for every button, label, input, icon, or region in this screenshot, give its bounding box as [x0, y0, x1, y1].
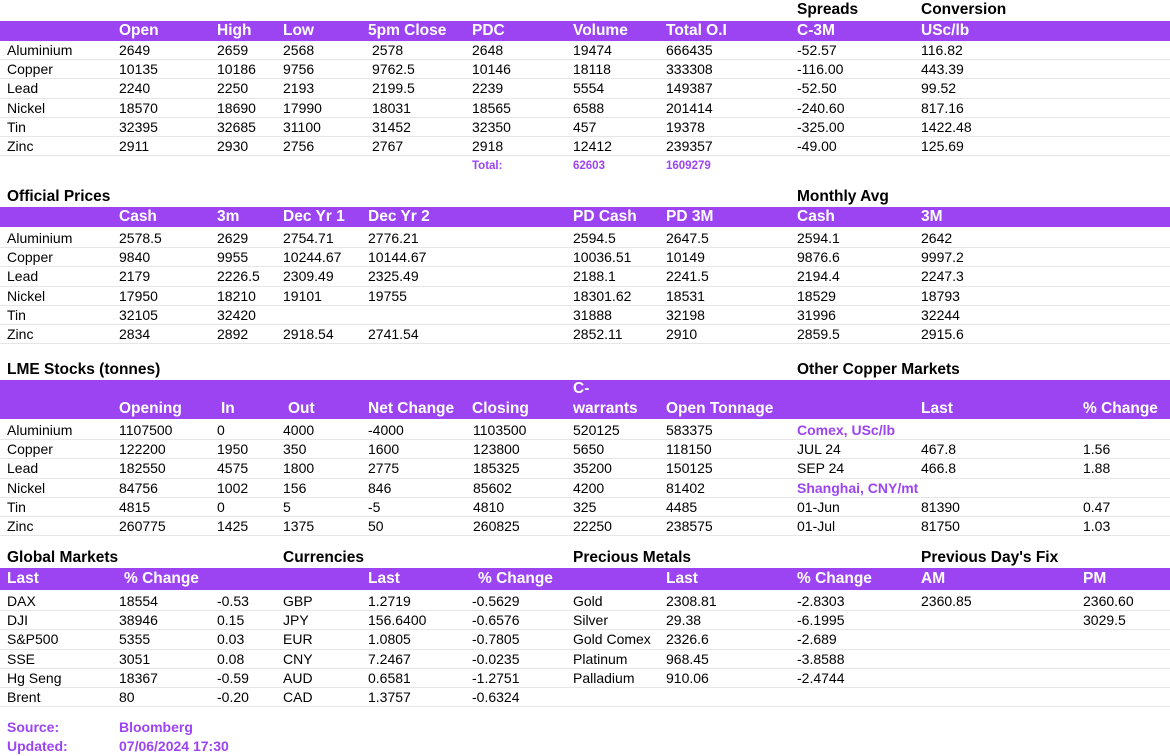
cell-closing: 1103500 — [473, 422, 527, 438]
cell-net-change: -4000 — [368, 422, 404, 438]
col-pd-3m: PD 3M — [666, 208, 714, 225]
cell-in: 1425 — [217, 518, 249, 534]
cell-total-oi: 201414 — [666, 99, 713, 116]
cell-usc-lb: 125.69 — [921, 138, 964, 154]
cell-last: 466.8 — [921, 460, 957, 477]
cell-close-5pm: 2578 — [372, 42, 404, 58]
cell-high: 2250 — [217, 80, 249, 97]
contract-label: 01-Jul — [797, 518, 836, 534]
col-closing: Closing — [472, 400, 529, 417]
col-currency-change: % Change — [478, 570, 553, 587]
cell-cash: 2578.5 — [119, 230, 162, 246]
cell-metal: Aluminium — [7, 42, 73, 58]
cell-total-oi: 19378 — [666, 118, 705, 135]
col-c-3m: C-3M — [797, 22, 835, 39]
cell-monthly-3m: 2247.3 — [921, 268, 964, 285]
col-fix-am: AM — [921, 570, 946, 587]
col-currency-last: Last — [368, 570, 400, 587]
cell-opening: 84756 — [119, 479, 158, 496]
bottom-header-bar — [0, 568, 1170, 590]
cell-dec-yr-2: 10144.67 — [368, 249, 427, 266]
cell-out: 156 — [283, 479, 307, 496]
cell-pd-3m: 2647.5 — [666, 230, 709, 246]
row-divider — [0, 706, 1170, 707]
cell-cash: 17950 — [119, 287, 158, 304]
source-label: Source: — [7, 719, 60, 735]
col-precious-last: Last — [666, 570, 698, 587]
cell-pd-3m: 10149 — [666, 249, 705, 266]
contract-label: JUL 24 — [797, 441, 841, 458]
total-oi: 1609279 — [666, 160, 711, 172]
fix-am: 2360.85 — [921, 593, 972, 609]
cell-open-tonnage: 238575 — [666, 518, 713, 534]
market-subheading: Shanghai, CNY/mt — [797, 479, 919, 496]
row-divider — [0, 343, 1170, 344]
cell-3m: 9955 — [217, 249, 249, 266]
precious-name: Silver — [573, 612, 609, 629]
updated-value: 07/06/2024 17:30 — [119, 738, 229, 754]
cell-total-oi: 333308 — [666, 61, 713, 78]
currency-change: -0.6324 — [472, 689, 520, 705]
col-high: High — [217, 22, 252, 39]
cell-monthly-3m: 32244 — [921, 306, 960, 323]
cell-dec-yr-1: 2918.54 — [283, 326, 334, 342]
col-pd-cash: PD Cash — [573, 208, 637, 225]
cell-monthly-cash: 18529 — [797, 287, 836, 304]
cell-metal: Aluminium — [7, 230, 73, 246]
cell-dec-yr-1: 2754.71 — [283, 230, 334, 246]
cell-c-warrants: 520125 — [573, 422, 620, 438]
cell-pd-cash: 2188.1 — [573, 268, 616, 285]
cell-metal: Nickel — [7, 99, 46, 116]
index-change: -0.59 — [217, 669, 249, 686]
cell-monthly-3m: 2642 — [921, 230, 953, 246]
cell-pct-change: 1.88 — [1083, 460, 1111, 477]
cell-open: 32395 — [119, 118, 158, 135]
col-monthly-cash: Cash — [797, 208, 835, 225]
updated-label: Updated: — [7, 738, 68, 754]
cell-low: 9756 — [283, 61, 315, 78]
cell-open-tonnage: 81402 — [666, 479, 705, 496]
cell-3m: 2629 — [217, 230, 249, 246]
col-opening: Opening — [119, 400, 182, 417]
cell-close-5pm: 9762.5 — [372, 61, 415, 78]
cell-total-oi: 239357 — [666, 138, 713, 154]
col-c-warrants-2: warrants — [573, 400, 638, 417]
stocks-header-bar — [0, 380, 1170, 419]
cell-metal: Lead — [7, 80, 39, 97]
cell-volume: 12412 — [573, 138, 612, 154]
cell-in: 0 — [217, 422, 225, 438]
cell-cash: 32105 — [119, 306, 158, 323]
cell-open: 2649 — [119, 42, 151, 58]
cell-volume: 18118 — [573, 61, 611, 78]
fix-pm: 2360.60 — [1083, 593, 1134, 609]
index-last: 3051 — [119, 650, 151, 667]
index-last: 80 — [119, 689, 135, 705]
col-pdc: PDC — [472, 22, 505, 39]
col-global-change: % Change — [124, 570, 199, 587]
cell-high: 2930 — [217, 138, 249, 154]
cell-close-5pm: 2199.5 — [372, 80, 415, 97]
index-change: 0.08 — [217, 650, 245, 667]
spreads-title: Spreads — [797, 1, 859, 18]
cell-pdc: 2918 — [472, 138, 504, 154]
cell-pd-3m: 32198 — [666, 306, 705, 323]
cell-out: 5 — [283, 498, 291, 515]
cell-c-warrants: 325 — [573, 498, 597, 515]
col-volume: Volume — [573, 22, 628, 39]
precious-name: Gold — [573, 593, 603, 609]
cell-low: 17990 — [283, 99, 322, 116]
row-divider — [0, 535, 1170, 536]
cell-usc-lb: 817.16 — [921, 99, 964, 116]
cell-3m: 2226.5 — [217, 268, 260, 285]
cell-pdc: 10146 — [472, 61, 511, 78]
lme-stocks-title: LME Stocks (tonnes) — [7, 361, 161, 378]
cell-open: 10135 — [119, 61, 158, 78]
cell-c-3m: -52.50 — [797, 80, 837, 97]
cell-opening: 182550 — [119, 460, 166, 477]
cell-monthly-cash: 2594.1 — [797, 230, 840, 246]
cell-c-3m: -52.57 — [797, 42, 837, 58]
cell-close-5pm: 18031 — [372, 99, 411, 116]
cell-open-tonnage: 4485 — [666, 498, 698, 515]
col-net-change: Net Change — [368, 400, 455, 417]
cell-closing: 4810 — [473, 498, 505, 515]
cell-pdc: 2648 — [472, 42, 504, 58]
cell-metal: Nickel — [7, 479, 46, 496]
cell-metal: Tin — [7, 306, 26, 323]
currency-last: 7.2467 — [368, 650, 411, 667]
total-volume: 62603 — [573, 160, 605, 172]
index-change: 0.15 — [217, 612, 245, 629]
cell-low: 31100 — [283, 118, 321, 135]
cell-total-oi: 666435 — [666, 42, 713, 58]
currency-code: EUR — [283, 631, 313, 648]
cell-dec-yr-2: 2325.49 — [368, 268, 419, 285]
cell-pct-change: 1.56 — [1083, 441, 1111, 458]
index-name: Brent — [7, 689, 41, 705]
cell-in: 4575 — [217, 460, 249, 477]
cell-cash: 9840 — [119, 249, 151, 266]
cell-closing: 123800 — [473, 441, 520, 458]
col-out: Out — [288, 400, 315, 417]
currency-last: 1.0805 — [368, 631, 411, 648]
col-in: In — [221, 400, 235, 417]
col-3m: 3m — [217, 208, 240, 225]
cell-c-3m: -325.00 — [797, 118, 845, 135]
other-copper-title: Other Copper Markets — [797, 361, 960, 378]
cell-usc-lb: 443.39 — [921, 61, 964, 78]
currency-change: -1.2751 — [472, 669, 520, 686]
cell-pd-cash: 18301.62 — [573, 287, 632, 304]
cell-metal: Copper — [7, 249, 53, 266]
precious-last: 910.06 — [666, 669, 709, 686]
contract-label: 01-Jun — [797, 498, 840, 515]
cell-monthly-cash: 31996 — [797, 306, 836, 323]
currency-code: JPY — [283, 612, 309, 629]
cell-metal: Zinc — [7, 326, 34, 342]
cell-open-tonnage: 118150 — [666, 441, 712, 458]
cell-cash: 2834 — [119, 326, 151, 342]
index-change: -0.53 — [217, 593, 249, 609]
cell-c-warrants: 5650 — [573, 441, 605, 458]
cell-metal: Copper — [7, 441, 53, 458]
currency-change: -0.5629 — [472, 593, 520, 609]
precious-change: -2.8303 — [797, 593, 845, 609]
cell-dec-yr-1: 10244.67 — [283, 249, 342, 266]
precious-last: 29.38 — [666, 612, 702, 629]
cell-in: 1950 — [217, 441, 249, 458]
cell-last: 81390 — [921, 498, 960, 515]
col-dec-yr-1: Dec Yr 1 — [283, 208, 345, 225]
cell-high: 2659 — [217, 42, 249, 58]
prev-fix-title: Previous Day's Fix — [921, 549, 1059, 566]
cell-3m: 2892 — [217, 326, 249, 342]
currency-code: CNY — [283, 650, 313, 667]
cell-volume: 19474 — [573, 42, 612, 58]
col-global-last: Last — [7, 570, 39, 587]
currency-change: -0.0235 — [472, 650, 520, 667]
market-subheading: Comex, USc/lb — [797, 422, 896, 438]
col-c-warrants-1: C- — [573, 380, 590, 397]
precious-name: Palladium — [573, 669, 635, 686]
cell-opening: 1107500 — [119, 422, 173, 438]
cell-monthly-3m: 2915.6 — [921, 326, 964, 342]
index-last: 38946 — [119, 612, 158, 629]
index-name: DAX — [7, 593, 36, 609]
cell-dec-yr-2: 19755 — [368, 287, 407, 304]
cell-pd-3m: 2910 — [666, 326, 698, 342]
cell-pct-change: 0.47 — [1083, 498, 1111, 515]
cell-net-change: 2775 — [368, 460, 400, 477]
cell-c-3m: -240.60 — [797, 99, 845, 116]
cell-cash: 2179 — [119, 268, 151, 285]
col-monthly-3m: 3M — [921, 208, 943, 225]
cell-monthly-3m: 9997.2 — [921, 249, 964, 266]
cell-low: 2193 — [283, 80, 315, 97]
cell-volume: 457 — [573, 118, 597, 135]
currency-last: 1.3757 — [368, 689, 411, 705]
cell-last: 81750 — [921, 518, 960, 534]
col-precious-change: % Change — [797, 570, 872, 587]
cell-in: 1002 — [217, 479, 249, 496]
cell-usc-lb: 116.82 — [921, 42, 963, 58]
currency-code: AUD — [283, 669, 313, 686]
cell-c-warrants: 35200 — [573, 460, 612, 477]
cell-closing: 185325 — [473, 460, 520, 477]
cell-metal: Lead — [7, 268, 39, 285]
cell-low: 2568 — [283, 42, 315, 58]
col-dec-yr-2: Dec Yr 2 — [368, 208, 430, 225]
precious-name: Platinum — [573, 650, 628, 667]
cell-metal: Copper — [7, 61, 53, 78]
col-5pm-close: 5pm Close — [368, 22, 447, 39]
cell-out: 350 — [283, 441, 307, 458]
cell-high: 18690 — [217, 99, 256, 116]
cell-total-oi: 149387 — [666, 80, 713, 97]
cell-c-warrants: 4200 — [573, 479, 605, 496]
cell-pdc: 2239 — [472, 80, 504, 97]
cell-dec-yr-2: 2741.54 — [368, 326, 419, 342]
cell-dec-yr-2: 2776.21 — [368, 230, 419, 246]
cell-pd-cash: 2852.11 — [573, 326, 623, 342]
col-open-tonnage: Open Tonnage — [666, 400, 774, 417]
col-cash: Cash — [119, 208, 157, 225]
cell-3m: 18210 — [217, 287, 256, 304]
cell-metal: Lead — [7, 460, 39, 477]
cell-in: 0 — [217, 498, 225, 515]
cell-opening: 122200 — [119, 441, 166, 458]
cell-open: 2911 — [119, 138, 150, 154]
precious-change: -3.8588 — [797, 650, 845, 667]
cell-open-tonnage: 583375 — [666, 422, 713, 438]
precious-last: 968.45 — [666, 650, 709, 667]
cell-open: 18570 — [119, 99, 158, 116]
precious-metals-title: Precious Metals — [573, 549, 692, 566]
cell-high: 10186 — [217, 61, 256, 78]
cell-pdc: 18565 — [472, 99, 511, 116]
cell-metal: Aluminium — [7, 422, 73, 438]
cell-pct-change: 1.03 — [1083, 518, 1111, 534]
col-fix-pm: PM — [1083, 570, 1107, 587]
col-total-oi: Total O.I — [666, 22, 727, 39]
cell-volume: 5554 — [573, 80, 605, 97]
index-name: DJI — [7, 612, 28, 629]
currency-code: CAD — [283, 689, 313, 705]
source-value: Bloomberg — [119, 719, 193, 735]
index-name: SSE — [7, 650, 36, 667]
official-prices-title: Official Prices — [7, 188, 111, 205]
precious-change: -6.1995 — [797, 612, 845, 629]
cell-closing: 260825 — [473, 518, 520, 534]
index-name: S&P500 — [7, 631, 59, 648]
precious-name: Gold Comex — [573, 631, 651, 648]
currency-change: -0.7805 — [472, 631, 520, 648]
cell-high: 32685 — [217, 118, 256, 135]
currency-change: -0.6576 — [472, 612, 520, 629]
cell-out: 1375 — [283, 518, 315, 534]
total-label: Total: — [472, 160, 503, 172]
fix-pm: 3029.5 — [1083, 612, 1126, 629]
currencies-title: Currencies — [283, 549, 364, 566]
cell-dec-yr-1: 19101 — [283, 287, 322, 304]
precious-change: -2.689 — [797, 631, 837, 648]
precious-last: 2308.81 — [666, 593, 717, 609]
cell-3m: 32420 — [217, 306, 256, 323]
official-header-bar — [0, 207, 1170, 227]
col-last: Last — [921, 400, 953, 417]
cell-net-change: 1600 — [368, 441, 400, 458]
cell-c-warrants: 22250 — [573, 518, 612, 534]
precious-change: -2.4744 — [797, 669, 845, 686]
cell-metal: Tin — [7, 118, 26, 135]
currency-last: 1.2719 — [368, 593, 411, 609]
currency-last: 0.6581 — [368, 669, 411, 686]
col-low: Low — [283, 22, 314, 39]
cell-out: 4000 — [283, 422, 315, 438]
cell-monthly-cash: 2859.5 — [797, 326, 840, 342]
currency-code: GBP — [283, 593, 313, 609]
precious-last: 2326.6 — [666, 631, 709, 648]
cell-dec-yr-1: 2309.49 — [283, 268, 334, 285]
cell-opening: 4815 — [119, 498, 151, 515]
cell-net-change: 846 — [368, 479, 392, 496]
cell-pd-3m: 2241.5 — [666, 268, 709, 285]
cell-monthly-cash: 2194.4 — [797, 268, 840, 285]
cell-metal: Nickel — [7, 287, 46, 304]
cell-monthly-cash: 9876.6 — [797, 249, 840, 266]
contract-label: SEP 24 — [797, 460, 845, 477]
cell-usc-lb: 1422.48 — [921, 118, 972, 135]
cell-volume: 6588 — [573, 99, 605, 116]
cell-c-3m: -49.00 — [797, 138, 837, 154]
cell-pdc: 32350 — [472, 118, 511, 135]
cell-net-change: -5 — [368, 498, 381, 515]
cell-metal: Zinc — [7, 518, 34, 534]
cell-out: 1800 — [283, 460, 315, 477]
cell-open-tonnage: 150125 — [666, 460, 713, 477]
cell-usc-lb: 99.52 — [921, 80, 957, 97]
index-change: 0.03 — [217, 631, 245, 648]
cell-closing: 85602 — [473, 479, 512, 496]
cell-metal: Zinc — [7, 138, 34, 154]
cell-low: 2756 — [283, 138, 315, 154]
col-usc-lb: USc/lb — [921, 22, 970, 39]
monthly-avg-title: Monthly Avg — [797, 188, 889, 205]
cell-pd-3m: 18531 — [666, 287, 705, 304]
col-open: Open — [119, 22, 159, 39]
cell-opening: 260775 — [119, 518, 166, 534]
cell-pd-cash: 10036.51 — [573, 249, 632, 266]
conversion-title: Conversion — [921, 1, 1007, 18]
index-last: 18554 — [119, 593, 158, 609]
cell-pd-cash: 2594.5 — [573, 230, 616, 246]
cell-monthly-3m: 18793 — [921, 287, 960, 304]
col-pct-change: % Change — [1083, 400, 1158, 417]
row-divider — [0, 687, 1170, 688]
index-name: Hg Seng — [7, 669, 62, 686]
cell-open: 2240 — [119, 80, 151, 97]
cell-pd-cash: 31888 — [573, 306, 612, 323]
cell-metal: Tin — [7, 498, 26, 515]
index-last: 5355 — [119, 631, 151, 648]
cell-c-3m: -116.00 — [797, 61, 844, 78]
cell-net-change: 50 — [368, 518, 384, 534]
market-header-bar — [0, 21, 1170, 41]
index-last: 18367 — [119, 669, 158, 686]
cell-close-5pm: 31452 — [372, 118, 411, 135]
cell-close-5pm: 2767 — [372, 138, 404, 154]
currency-last: 156.6400 — [368, 612, 427, 629]
global-markets-title: Global Markets — [7, 549, 119, 566]
cell-last: 467.8 — [921, 441, 957, 458]
index-change: -0.20 — [217, 689, 249, 705]
